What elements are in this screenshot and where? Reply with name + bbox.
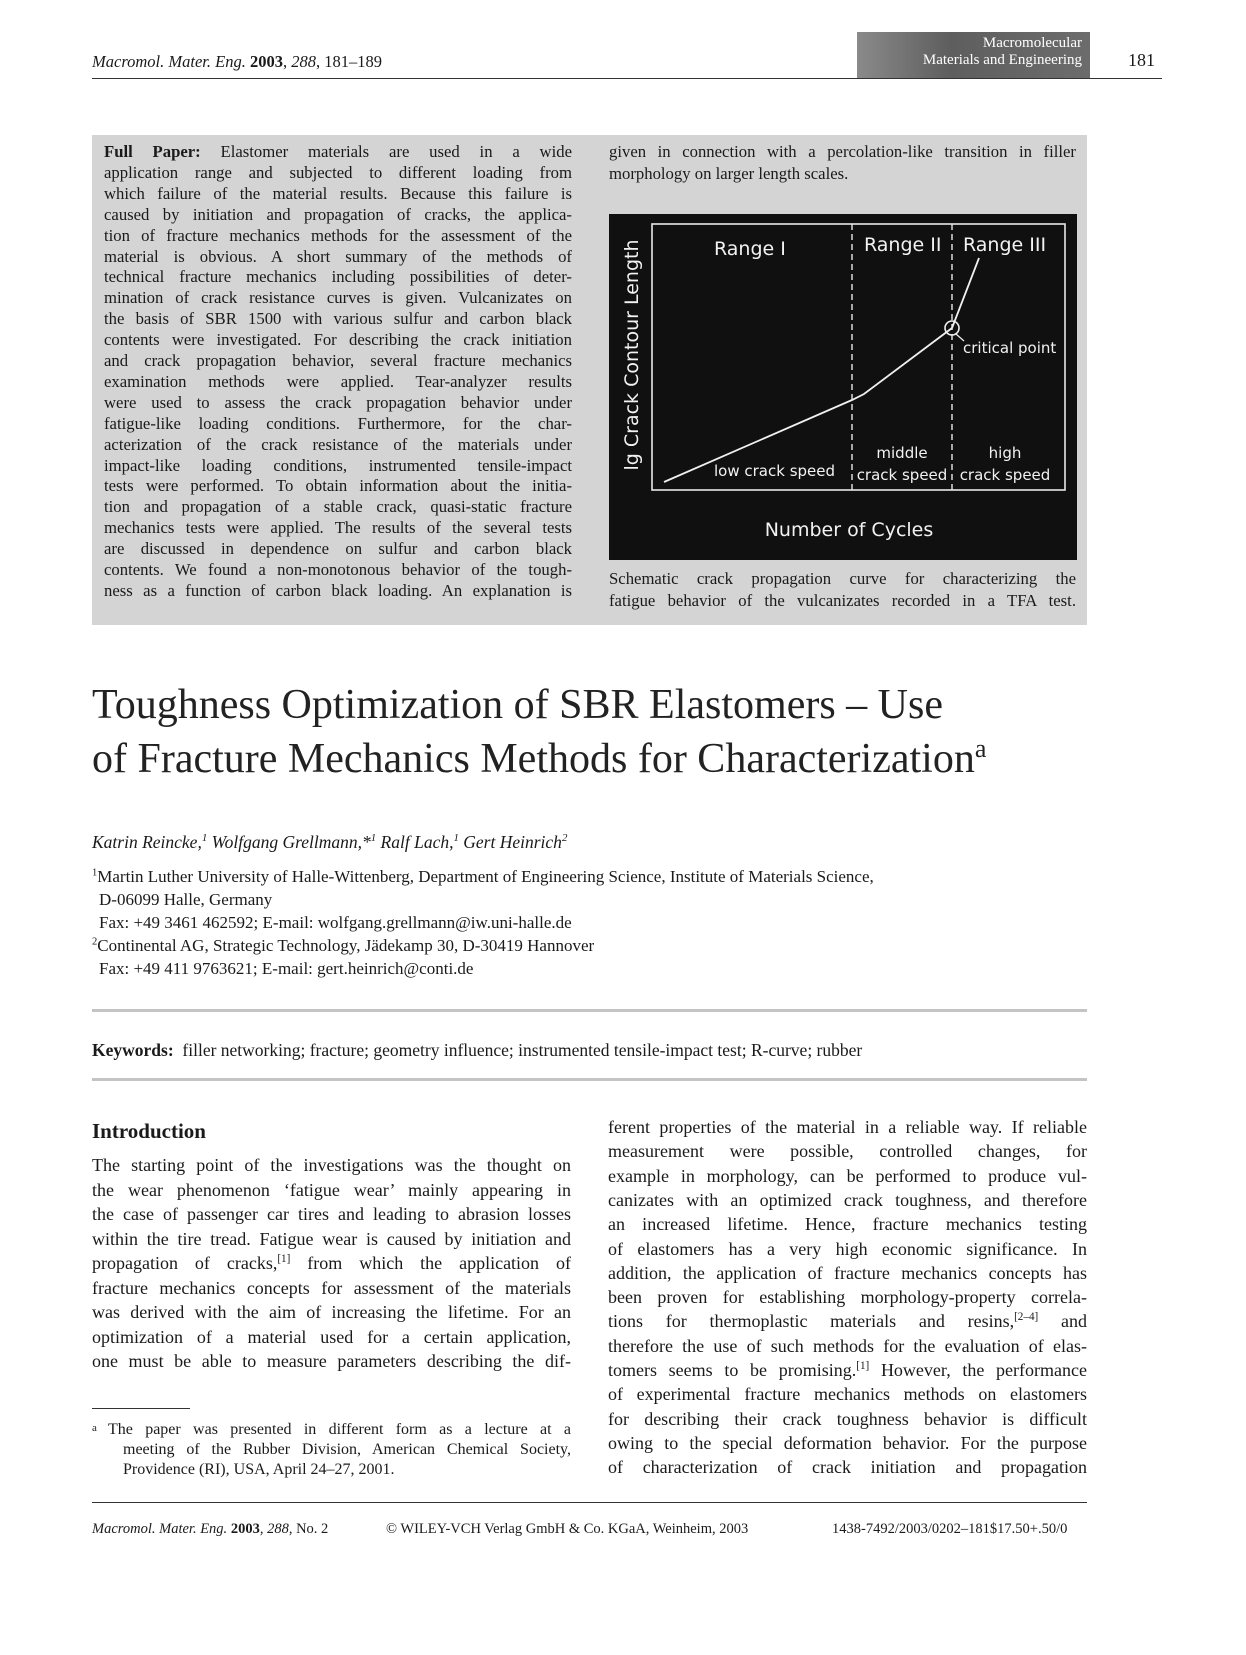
abstract-line: fatigue-like loading conditions. Furthermore, for the char- (104, 413, 572, 433)
abstract-line: application range and subjected to different loading from (104, 162, 572, 182)
footer-journal: Macromol. Mater. Eng. 2003, 288, No. 2 (92, 1521, 329, 1537)
keywords-label: Keywords: (92, 1040, 174, 1060)
citation-ref: [2–4] (1014, 1311, 1039, 1324)
figure-caption-line: Schematic crack propagation curve for characterizing the (609, 569, 1076, 588)
affiliation-text: Continental AG, Strategic Technology, Jädekamp 30, D-30419 Hannover (97, 936, 595, 955)
footer-year: 2003 (230, 1521, 260, 1537)
affiliation-text: Martin Luther University of Halle-Wittenberg, Department of Engineering Science, Institute of Materials Science, (97, 867, 874, 886)
affiliation-line (92, 934, 594, 957)
citation-ref: [1] (856, 1360, 870, 1372)
abstract-line: are discussed in dependence on sulfur and carbon black (104, 539, 572, 559)
body-line (608, 1309, 1087, 1333)
abstract-line: ness as a function of carbon black loading. An explanation is (104, 580, 572, 600)
author: Ralf Lach, (376, 832, 454, 852)
abstract-label: Full Paper: (104, 142, 201, 161)
footer-issue: , No. 2 (288, 1521, 329, 1537)
title-footnote-mark: a (974, 734, 987, 763)
abstract-line: examination methods were applied. Tear-analyzer results (104, 371, 572, 391)
middle-speed-label-1: middle (876, 444, 928, 462)
footer-copyright: © WILEY-VCH Verlag GmbH & Co. KGaA, Weinheim, 2003 (386, 1521, 749, 1537)
author-list (92, 832, 567, 853)
affil-mark: 1 (92, 867, 98, 879)
footer-volume: 288 (267, 1521, 289, 1537)
citation-ref: [1] (277, 1253, 291, 1265)
body-line: for describing their crack toughness behavior is difficult (608, 1408, 1087, 1429)
body-line: within the tire tread. Fatigue wear is caused by initiation and (92, 1228, 571, 1249)
abstract-text: Elastomer materials are used in a wide (200, 142, 572, 161)
body-text: However, the performance (869, 1360, 1087, 1380)
title-line-2-text: of Fracture Mechanics Methods for Characterization (92, 736, 975, 782)
footnote-line: Providence (RI), USA, April 24–27, 2001. (123, 1461, 395, 1478)
x-axis-label: Number of Cycles (764, 519, 934, 541)
footnote-rule (92, 1408, 190, 1409)
abstract-line: impact-like loading conditions, instrumented tensile-impact (104, 455, 572, 475)
keywords (92, 1040, 862, 1061)
body-text: tomers seems to be promising. (608, 1360, 857, 1380)
keywords-text: filler networking; fracture; geometry influence; instrumented tensile-impact test; R-curve; rubber (182, 1040, 863, 1060)
body-line: one must be able to measure parameters describing the dif- (92, 1351, 571, 1371)
range-3-label: Range III (963, 234, 1047, 256)
body-text: from which the application of (290, 1253, 571, 1273)
running-header: Macromol. Mater. Eng. 2003, 288, 181–189 (92, 52, 382, 71)
crack-propagation-figure (609, 214, 1077, 560)
body-line: the case of passenger car tires and leading to abrasion losses (92, 1204, 571, 1224)
high-speed-label-1: high (988, 444, 1022, 462)
abstract-line: the basis of SBR 1500 with various sulfur and carbon black (104, 309, 572, 329)
abstract-right-line: given in connection with a percolation-like transition in filler (609, 142, 1076, 161)
middle-speed-label-2: crack speed (856, 466, 948, 484)
body-line: of experimental fracture mechanics methods on elastomers (608, 1384, 1087, 1405)
abstract-line: material is obvious. A short summary of the methods of (104, 246, 572, 266)
body-line: therefore the use of such methods for the evaluation of elas- (608, 1335, 1087, 1356)
section-heading: Introduction (92, 1119, 206, 1143)
journal-abbrev: Macromol. Mater. Eng. (92, 52, 246, 71)
footer-journal-abbrev: Macromol. Mater. Eng. (92, 1521, 228, 1537)
keywords-rule-top (92, 1009, 1087, 1012)
title-line-2 (92, 734, 986, 784)
range-2-label: Range II (864, 234, 942, 256)
author-affil-mark: 1 (453, 832, 459, 845)
body-line: addition, the application of fracture mechanics concepts has (608, 1262, 1087, 1283)
abstract-line: mechanics tests were applied. The results of the several tests (104, 518, 572, 538)
body-line: The starting point of the investigations was the thought on (92, 1155, 571, 1175)
abstract-line: mination of crack resistance curves is given. Vulcanizates on (104, 288, 572, 308)
affil-mark: 2 (92, 936, 98, 948)
body-line: measurement were possible, controlled changes, for (608, 1141, 1087, 1162)
footer-rule (92, 1502, 1087, 1503)
abstract-line: tion of fracture mechanics methods for the assessment of the (104, 225, 572, 245)
logo-line-2: Materials and Engineering (922, 52, 1082, 68)
affiliation-line (92, 865, 874, 888)
body-line: of elastomers has a very high economic significance. In (608, 1238, 1087, 1259)
abstract-line: which failure of the material results. Because this failure is (104, 183, 572, 203)
abstract-line: and crack propagation behavior, several fracture mechanics (104, 351, 572, 370)
author: Katrin Reincke, (92, 832, 202, 852)
author-affil-mark: 1 (370, 832, 377, 845)
body-line: owing to the special deformation behavior. For the purpose (608, 1432, 1087, 1453)
body-line: ferent properties of the material in a reliable way. If reliable (608, 1117, 1087, 1137)
journal-volume: 288 (291, 52, 316, 71)
author-affil-mark: 1 (201, 832, 208, 845)
abstract-line: acterization of the crack resistance of the materials under (104, 434, 572, 454)
abstract-line: contents were investigated. For describing the crack initiation (104, 330, 572, 350)
figure-svg (609, 214, 1077, 560)
abstract-line: contents. We found a non-monotonous behavior of the tough- (104, 560, 572, 579)
abstract-line: were used to assess the crack propagation behavior under (104, 392, 572, 412)
abstract-line (104, 141, 572, 163)
body-line (608, 1358, 1087, 1382)
body-text: propagation of cracks, (92, 1253, 278, 1273)
crack-curve (664, 258, 979, 482)
y-axis-label: lg Crack Contour Length (621, 239, 643, 471)
critical-point-label: critical point (963, 339, 1057, 357)
abstract-line: caused by initiation and propagation of cracks, the applica- (104, 204, 572, 224)
footer-code: 1438-7492/2003/0202–181$17.50+.50/0 (832, 1521, 1068, 1537)
range-1-label: Range I (714, 238, 786, 260)
footnote-line: meeting of the Rubber Division, American Chemical Society, (123, 1441, 571, 1458)
figure-caption-line: fatigue behavior of the vulcanizates recorded in a TFA test. (609, 590, 1076, 610)
affiliation-line: Fax: +49 411 9763621; E-mail: gert.heinrich@conti.de (99, 959, 474, 978)
abstract-line: tests were performed. To obtain information about the initia- (104, 476, 572, 496)
body-line: an increased lifetime. Hence, fracture mechanics testing (608, 1214, 1087, 1235)
body-line: canizates with an optimized crack toughness, and therefore (608, 1189, 1087, 1210)
body-line (92, 1251, 571, 1275)
logo-line-1: Macromolecular (982, 35, 1082, 51)
title-line-1: Toughness Optimization of SBR Elastomers – Use (92, 682, 943, 728)
header-rule (92, 78, 1162, 79)
keywords-rule-bottom (92, 1078, 1087, 1081)
author: Wolfgang Grellmann,* (207, 832, 371, 852)
page-number: 181 (1128, 50, 1155, 70)
footnote-mark: a (92, 1422, 97, 1434)
affiliation-line: Fax: +49 3461 462592; E-mail: wolfgang.grellmann@iw.uni-halle.de (99, 913, 572, 932)
author-affil-mark: 2 (561, 832, 568, 845)
abstract-line: technical fracture mechanics including possibilities of deter- (104, 267, 572, 287)
body-line: was derived with the aim of increasing the lifetime. For an (92, 1302, 571, 1322)
journal-year: 2003 (249, 52, 283, 71)
author: Gert Heinrich (458, 832, 562, 852)
body-text: and (1038, 1311, 1087, 1332)
body-text: tions for thermoplastic materials and resins, (608, 1311, 1015, 1332)
affiliation-line: D-06099 Halle, Germany (99, 890, 273, 909)
body-line: of characterization of crack initiation and propagation (608, 1457, 1087, 1478)
low-speed-label: low crack speed (714, 462, 836, 480)
body-line: been proven for establishing morphology-property correla- (608, 1287, 1087, 1308)
journal-logo (857, 32, 1090, 78)
body-line: the wear phenomenon ‘fatigue wear’ mainly appearing in (92, 1179, 571, 1200)
abstract-line: tion and propagation of a stable crack, quasi-static fracture (104, 497, 572, 517)
footnote-line: The paper was presented in different form as a lecture at a (108, 1421, 571, 1438)
journal-pages: 181–189 (324, 52, 382, 71)
high-speed-label-2: crack speed (959, 466, 1051, 484)
body-line: optimization of a material used for a certain application, (92, 1326, 571, 1347)
body-line: fracture mechanics concepts for assessment of the materials (92, 1277, 571, 1298)
abstract-right-line: morphology on larger length scales. (609, 163, 849, 183)
body-line: example in morphology, can be performed to produce vul- (608, 1165, 1087, 1186)
